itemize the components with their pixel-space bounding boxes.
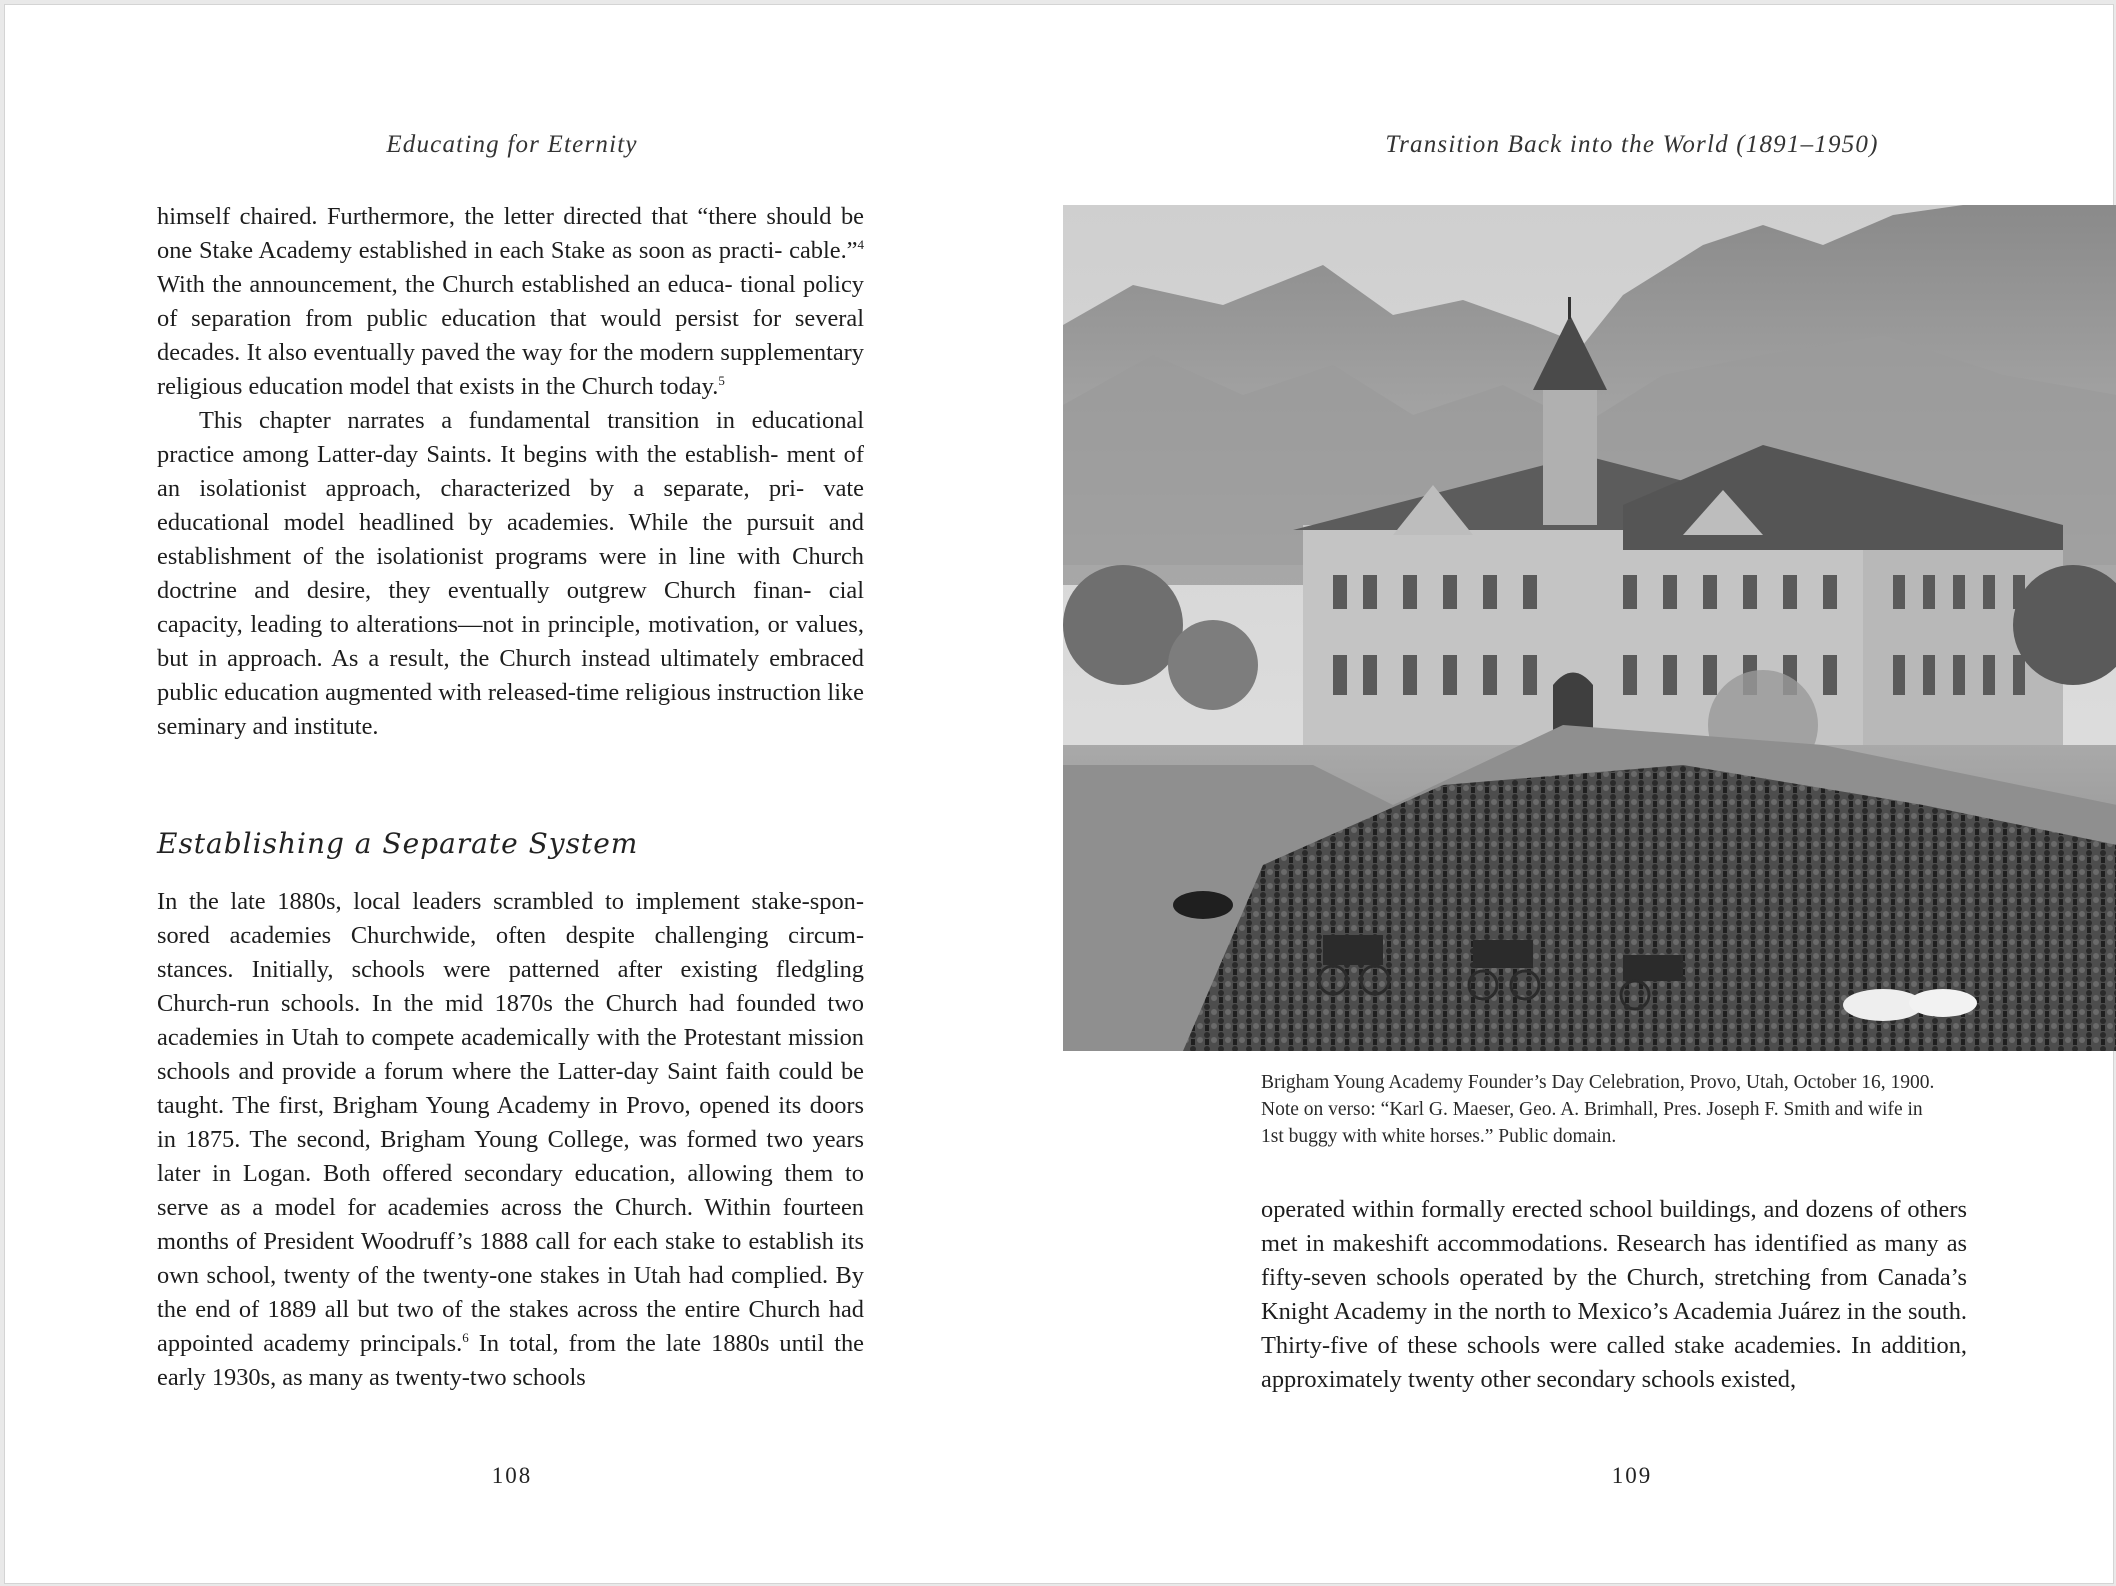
footnote-ref: 4 (857, 237, 864, 252)
body-text-block (157, 200, 864, 744)
text-line: opened its doors in 1875. The second, Brigham Young College, was (157, 1092, 865, 1153)
footnote-ref: 5 (718, 373, 725, 388)
running-head-left: Educating for Eternity (386, 131, 638, 158)
text-line: today.$^5$ (659, 373, 725, 400)
paragraph (157, 200, 864, 404)
running-head-right: Transition Back into the World (1891–1950) (1385, 131, 1879, 158)
academy-photo-illustration (1063, 205, 2116, 1051)
text-line: instruction like seminary and institute. (157, 679, 864, 740)
text-line: in the south. Thirty-five of these schools were called stake academies. (1261, 1298, 1967, 1359)
text-line: Canada’s Knight Academy in the north to Mexico’s Academia Juárez (1261, 1264, 1967, 1325)
text-line: Utah had complied. By the end of 1889 all but two of the stakes across (157, 1262, 865, 1323)
text-line: vate educational model headlined by academies. While the pursuit (157, 475, 864, 536)
text-line: the entire Church had appointed academy principals.$^6$ In total, from (157, 1296, 864, 1357)
text-line: Church-run schools. In the mid 1870s the Church had founded two (157, 990, 864, 1017)
section-heading: Establishing a Separate System (157, 827, 639, 860)
text-line: formed two years later in Logan. Both offered secondary education, (157, 1126, 864, 1187)
text-line: cable.”$^4$ With the announcement, the Church established an educa- (157, 237, 864, 298)
text-line: and establishment of the isolationist programs were in line with (157, 509, 864, 570)
caption-line: Brigham Young Academy Founder’s Day Celebration, Provo, Utah, October 16, 1900. (1261, 1072, 1935, 1093)
text-line: stances. Initially, schools were patterned after existing fledgling (157, 956, 864, 983)
text-line: This chapter narrates a fundamental transition in educational (199, 407, 864, 434)
text-line: practice among Latter-day Saints. It begins with the establish- (157, 441, 779, 468)
text-line: stake to establish its own school, twenty of the twenty-one stakes in (157, 1228, 864, 1289)
caption-line: 1st buggy with white horses.” Public domain. (1261, 1126, 1617, 1147)
text-line: In the late 1880s, local leaders scrambled to implement stake-spon- (157, 888, 864, 915)
text-line: In addition, approximately twenty other secondary schools existed, (1261, 1332, 1967, 1393)
text-line: be one Stake Academy established in each Stake as soon as practi- (157, 203, 864, 264)
text-line: values, but in approach. As a result, the Church instead ultimately (157, 611, 864, 672)
footnote-ref: 6 (462, 1330, 469, 1345)
text-line: supplementary religious education model that exists in the Church (157, 339, 864, 400)
text-line: ment of an isolationist approach, characterized by a separate, pri- (157, 441, 864, 502)
text-line: Church doctrine and desire, they eventually outgrew Church finan- (157, 543, 864, 604)
text-line: tional policy of separation from public education that would persist (157, 271, 864, 332)
paragraph (157, 404, 864, 744)
text-line: embraced public education augmented with released-time religious (157, 645, 864, 706)
book-spread (4, 4, 2114, 1584)
paragraph (157, 885, 864, 1395)
text-line: mission schools and provide a forum where the Latter-day Saint (157, 1024, 864, 1085)
caption-line: Note on verso: “Karl G. Maeser, Geo. A. Brimhall, Pres. Joseph F. Smith and wife in (1261, 1099, 1923, 1120)
historic-photo (1063, 205, 2116, 1051)
page-number-left: 108 (491, 1463, 533, 1488)
text-line: academies in Utah to compete academically with the Protestant (157, 1024, 782, 1051)
photo-caption (1261, 1069, 1991, 1150)
text-line: sored academies Churchwide, often despite challenging circum- (157, 922, 864, 949)
text-line: others met in makeshift accommodations. Research has identified as (1261, 1196, 1967, 1257)
text-line: for several decades. It also eventually paved the way for the modern (157, 305, 864, 366)
text-line: many as fifty-seven schools operated by the Church, stretching from (1261, 1230, 1968, 1291)
text-line: himself chaired. Furthermore, the letter directed that “there should (157, 203, 832, 230)
body-text-block (157, 885, 864, 1395)
text-line: operated within formally erected school buildings, and dozens of (1261, 1196, 1901, 1223)
text-line: faith could be taught. The first, Brigham Young Academy in Provo, (157, 1058, 864, 1119)
text-line: the late 1880s until the early 1930s, as many as twenty-two schools (157, 1330, 864, 1391)
left-page (5, 5, 1059, 1583)
paragraph (1261, 1193, 1967, 1397)
body-text-block (1261, 1193, 1967, 1397)
page-number-right: 109 (1611, 1463, 1653, 1488)
text-line: Within fourteen months of President Woodruff’s 1888 call for each (157, 1194, 864, 1255)
text-line: cial capacity, leading to alterations—not in principle, motivation, or (157, 577, 864, 638)
text-line: allowing them to serve as a model for academies across the Church. (157, 1160, 864, 1221)
